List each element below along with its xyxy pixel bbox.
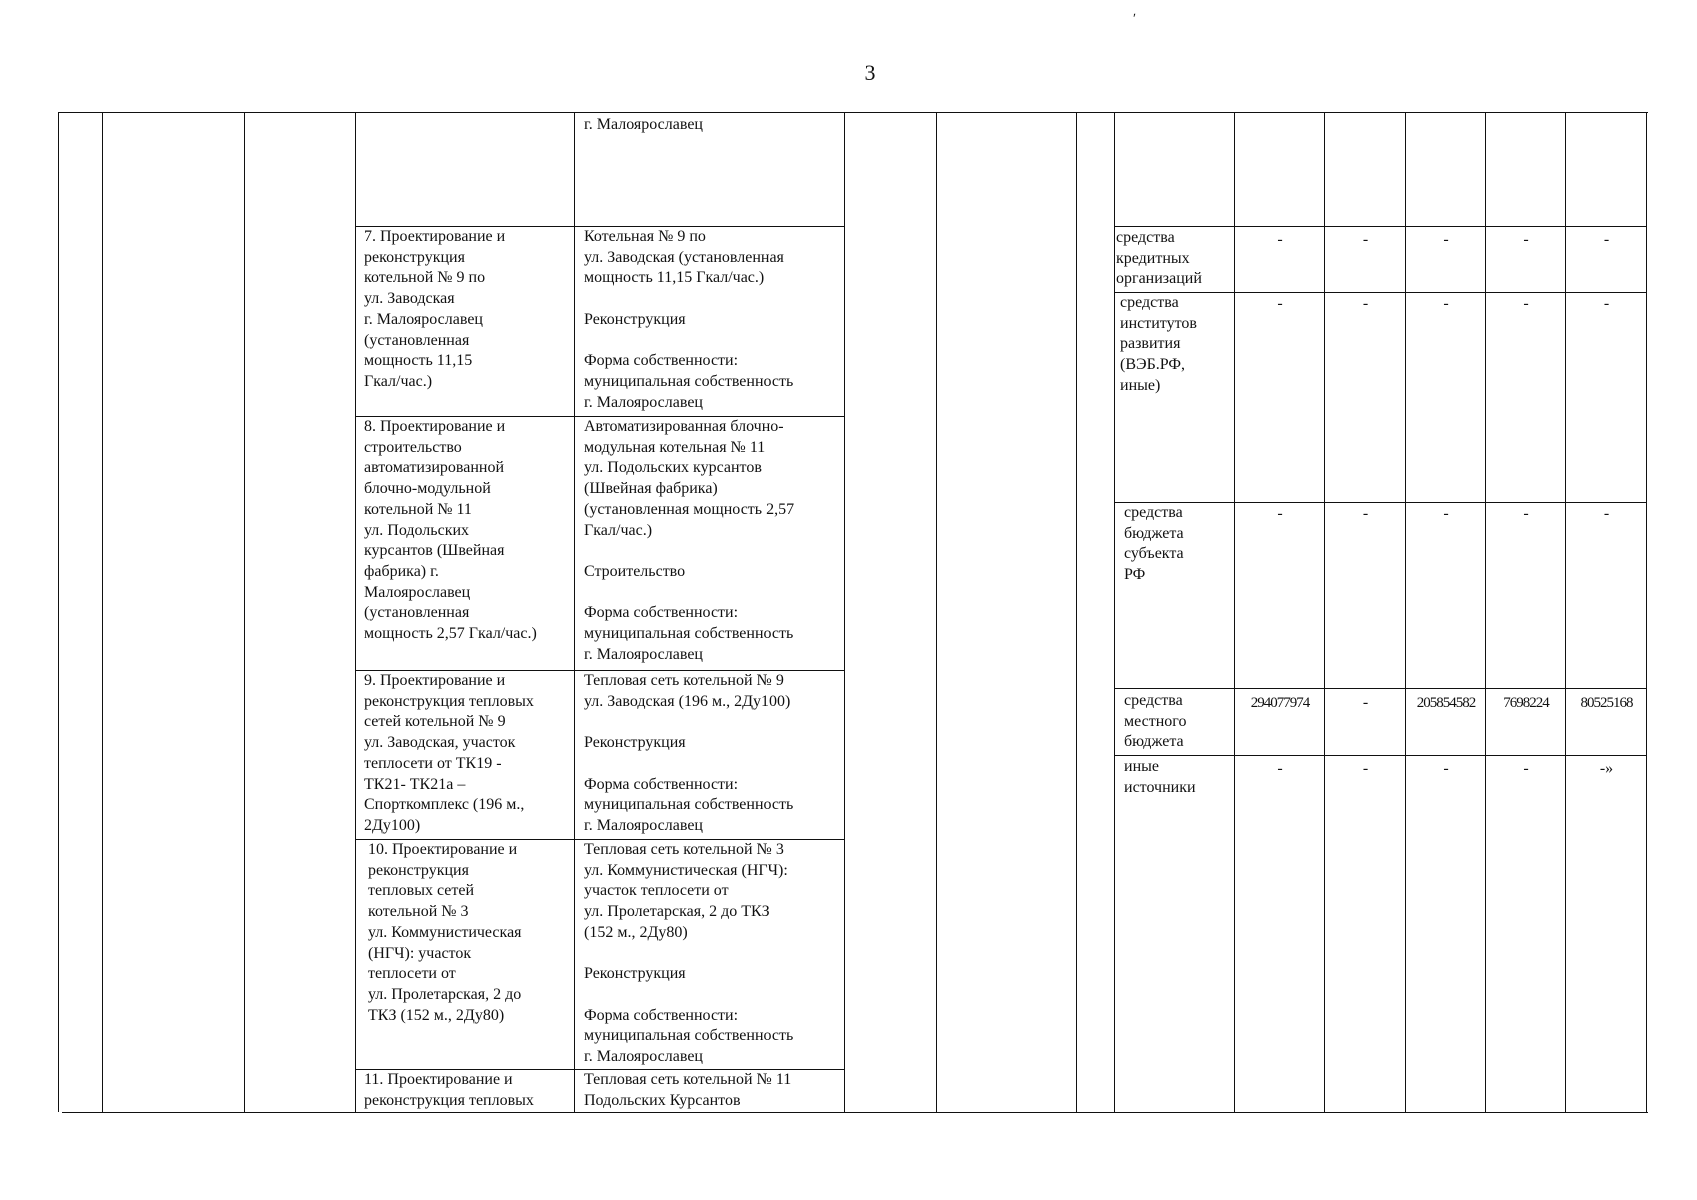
table-col-line	[1234, 112, 1235, 1112]
funding-value: -	[1523, 295, 1529, 312]
work-cell: 8. Проектирование и строительство автоматизированной блочно-модульной котельной № 11 ул. Подольских курсантов (Швейная фабрика) г. Малоярославец (установленная мощность 2,57 Гкал/час.)	[364, 418, 537, 643]
funding-value: 7698224	[1503, 695, 1549, 711]
funding-value: -	[1523, 760, 1529, 777]
object-cell: Автоматизированная блочно- модульная котельная № 11 ул. Подольских курсантов (Швейная фабрика) (установленная мощность 2,57 Гкал/час.) Строительство Форма собственности: муниципальная собственность г. Малоярославец	[584, 418, 795, 663]
table-col-line	[244, 112, 245, 1112]
table-col-line	[1324, 112, 1325, 1112]
funding-source-label: средства бюджета субъекта РФ	[1124, 504, 1184, 584]
funding-source-label: средства местного бюджета	[1124, 692, 1187, 751]
object-cell: Котельная № 9 по ул. Заводская (установленная мощность 11,15 Гкал/час.) Реконструкция Форма собственности: муниципальная собственность г. Малоярославец	[584, 228, 794, 411]
funding-value: -	[1277, 295, 1283, 312]
funding-value: -	[1362, 760, 1369, 777]
funding-source-label: средства институтов развития (ВЭБ.РФ, иные)	[1120, 294, 1197, 394]
funding-value: -	[1362, 694, 1369, 711]
scan-mark: ʹ	[1133, 12, 1137, 27]
table-bottom-border	[62, 1112, 1648, 1113]
work-cell: 9. Проектирование и реконструкция тепловых сетей котельной № 9 ул. Заводская, участок теплосети от ТК19 - ТК21- ТК21а – Спорткомплекс (196 м., 2Ду100)	[364, 672, 534, 834]
work-cell: 11. Проектирование и реконструкция тепловых	[364, 1071, 534, 1109]
table-col-line	[58, 112, 59, 1112]
table-col-line	[844, 112, 845, 1112]
funding-value: -	[1443, 760, 1449, 777]
table-col-line	[1114, 112, 1115, 1112]
funding-row-line	[1114, 688, 1646, 689]
table-col-line	[1405, 112, 1406, 1112]
funding-source-label: иные источники	[1124, 758, 1196, 796]
funding-value: -	[1277, 505, 1283, 522]
funding-value: -	[1362, 231, 1369, 248]
funding-value: -	[1277, 231, 1283, 248]
funding-value: -	[1603, 505, 1610, 522]
funding-value: 80525168	[1580, 695, 1633, 711]
table-col-line	[574, 112, 575, 1112]
funding-row-line	[1114, 226, 1646, 227]
table-col-line	[936, 112, 937, 1112]
table-col-line	[355, 112, 356, 1112]
funding-value: -	[1362, 295, 1369, 312]
work-cell: 10. Проектирование и реконструкция тепловых сетей котельной № 3 ул. Коммунистическая (НГЧ): участок теплосети от ул. Пролетарская, 2 до ТКЗ (152 м., 2Ду80)	[368, 841, 522, 1024]
funding-value: 205854582	[1416, 695, 1476, 711]
funding-value: -	[1523, 505, 1529, 522]
object-cell: Тепловая сеть котельной № 3 ул. Коммунистическая (НГЧ): участок теплосети от ул. Пролетарская, 2 до ТКЗ (152 м., 2Ду80) Реконструкция Форма собственности: муниципальная собственность г. Малоярославец	[584, 841, 794, 1066]
funding-value: -	[1443, 295, 1449, 312]
funding-value: -	[1603, 231, 1610, 248]
funding-value: -	[1443, 231, 1449, 248]
funding-value: -»	[1599, 760, 1614, 777]
object-cell: Тепловая сеть котельной № 9 ул. Заводская (196 м., 2Ду100) Реконструкция Форма собственности: муниципальная собственность г. Малоярославец	[584, 672, 794, 834]
work-cell: 7. Проектирование и реконструкция котельной № 9 по ул. Заводская г. Малоярославец (установленная мощность 11,15 Гкал/час.)	[364, 228, 506, 390]
funding-value: -	[1603, 295, 1610, 312]
table-col-line	[1646, 112, 1647, 1112]
funding-value: -	[1362, 505, 1369, 522]
table-col-line	[1565, 112, 1566, 1112]
funding-value: -	[1523, 231, 1529, 248]
funding-source-label: средства кредитных организаций	[1116, 229, 1202, 288]
funding-value: 294077974	[1250, 695, 1310, 711]
funding-value: -	[1443, 505, 1449, 522]
object-cell: Тепловая сеть котельной № 11 Подольских Курсантов	[584, 1071, 792, 1109]
page-number: 3	[864, 60, 876, 85]
table-col-line	[102, 112, 103, 1112]
funding-value: -	[1277, 760, 1283, 777]
table-col-line	[1485, 112, 1486, 1112]
funding-row-line	[1114, 755, 1646, 756]
table-col-line	[1076, 112, 1077, 1112]
object-cell: г. Малоярославец	[584, 116, 703, 133]
table-top-border	[58, 112, 1648, 113]
